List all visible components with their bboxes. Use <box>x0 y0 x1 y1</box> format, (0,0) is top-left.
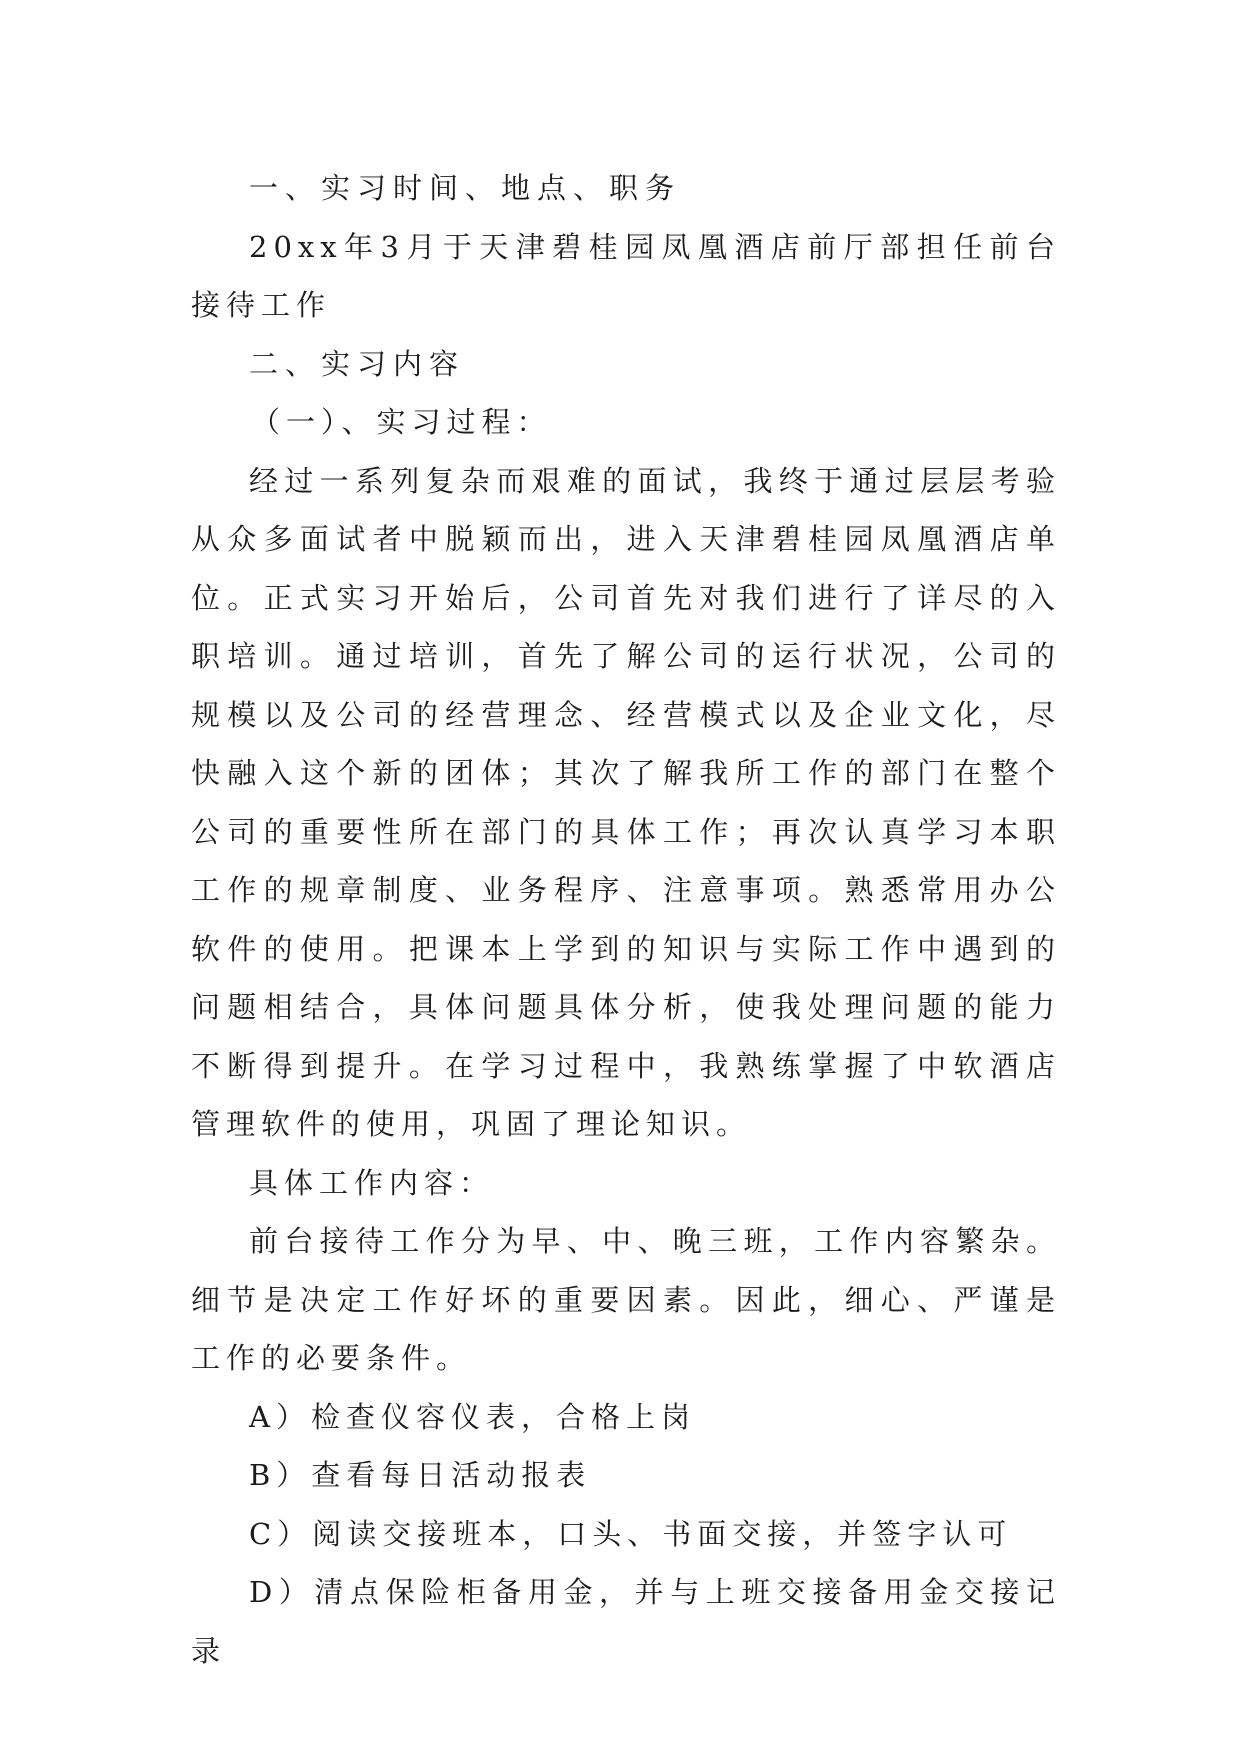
subsection-heading-process: （一）、实习过程： <box>251 405 552 439</box>
paragraph-internship-info: 20xx年3月于天津碧桂园凤凰酒店前厅部担任前台接待工作 <box>191 229 1061 322</box>
section-heading-1: 一、实习时间、地点、职务 <box>249 171 682 205</box>
list-item-a: A）检查仪容仪表，合格上岗 <box>249 1399 696 1434</box>
list-item-d: D）清点保险柜备用金，并与上班交接备用金交接记录 <box>191 1575 1061 1668</box>
subsection-heading-work-content: 具体工作内容： <box>249 1165 495 1200</box>
list-item-b: B）查看每日活动报表 <box>249 1458 592 1492</box>
paragraph-work-content: 前台接待工作分为早、中、晚三班，工作内容繁杂。细节是决定工作好坏的重要因素。因此，细心、严谨是工作的必要条件。 <box>191 1224 1061 1375</box>
section-heading-2: 二、实习内容 <box>249 346 466 381</box>
document-body <box>191 159 1061 1680</box>
list-item-c: C）阅读交接班本，口头、书面交接，并签字认可 <box>249 1516 1013 1551</box>
paragraph-process: 经过一系列复杂而艰难的面试，我终于通过层层考验从众多面试者中脱颖而出，进入天津碧桂园凤凰酒店单位。正式实习开始后，公司首先对我们进行了详尽的入职培训。通过培训，首先了解公司的运行状况，公司的规模以及公司的经营理念、经营模式以及企业文化，尽快融入这个新的团体；其次了解我所工作的部门在整个公司的重要性所在部门的具体工作；再次认真学习本职工作的规章制度、业务程序、注意事项。熟悉常用办公软件的使用。把课本上学到的知识与实际工作中遇到的问题相结合，具体问题具体分析，使我处理问题的能力不断得到提升。在学习过程中，我熟练掌握了中软酒店管理软件的使用，巩固了理论知识。 <box>191 463 1061 1141</box>
